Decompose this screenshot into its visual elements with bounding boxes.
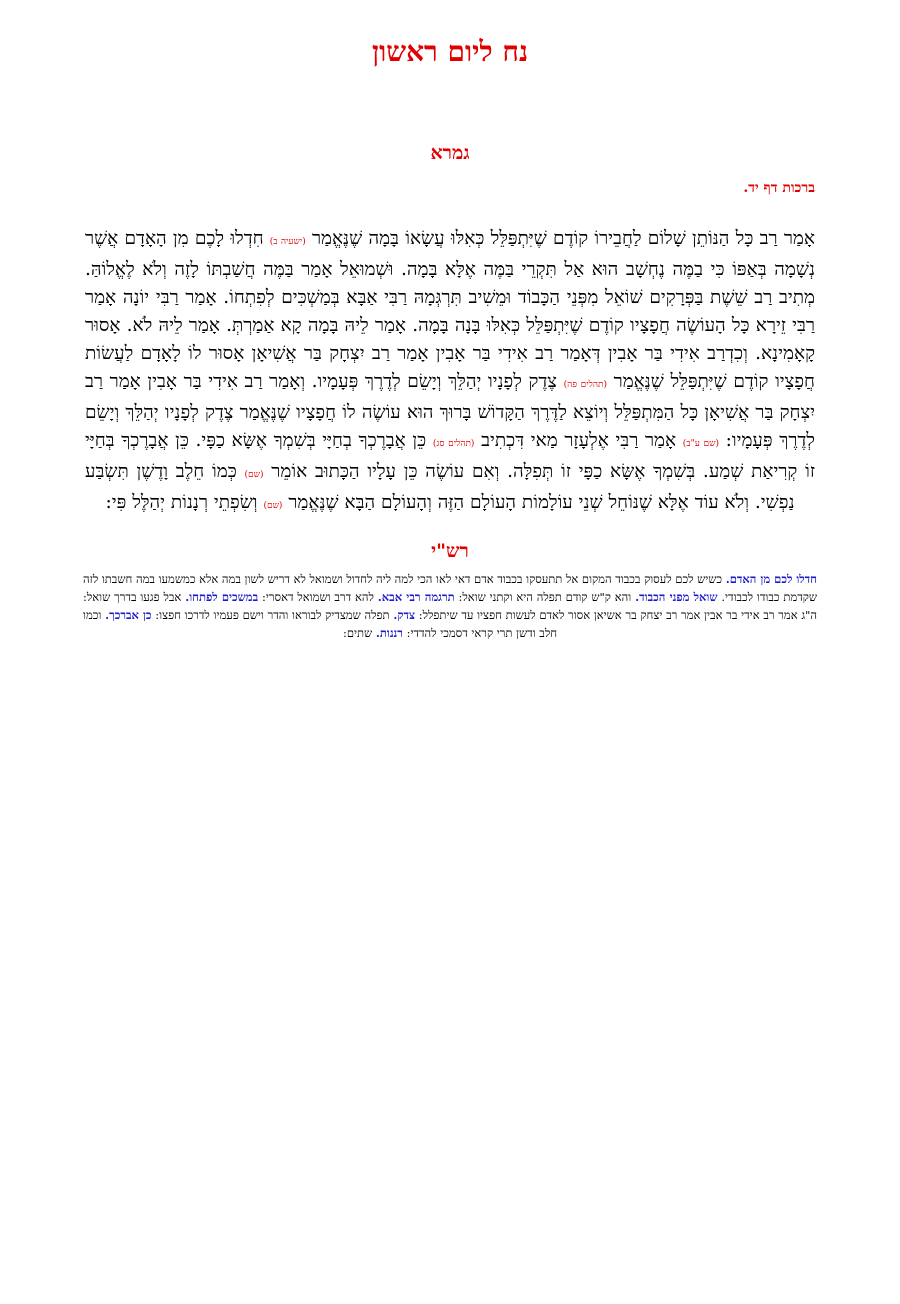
page bbox=[0, 32, 900, 642]
dibbur-hamatchil: כן אברכך. bbox=[105, 608, 152, 622]
verse-citation: (תהלים סג) bbox=[432, 439, 475, 449]
verse-citation: (שם) bbox=[244, 470, 264, 480]
dibbur-hamatchil: רננות. bbox=[375, 626, 403, 640]
page-title: נח ליום ראשון bbox=[371, 35, 529, 68]
rashi-heading: רש"י bbox=[431, 540, 469, 562]
gemara-heading: גמרא bbox=[430, 142, 470, 164]
source-reference: ברכות דף יד. bbox=[743, 180, 815, 196]
rashi-text: תפלה שמצדיק לבוראו והדר וישם פעמיו לדרכו חפצו: bbox=[155, 608, 390, 622]
gemara-segment: חִדְלוּ לָכֶם מִן הָאָדָם אֲשֶׁר נְשָׁמָה בְּאַפּוֹ כִּי בַמֶּה נֶחְשָׁב הוּא אַל תִּקְרֵי בַּמֶּה אֶלָּא בָּמָה. וּשְׁמוּאֵל אָמַר בַּמֶּה חֲשַׁבְתּוֹ לָזֶה וְלֹא לֶאֱלוֹהַּ. מְתִיב רַב שֵׁשֶׁת בַּפְּרָקִים שׁוֹאֵל מִפְּנֵי הַכָּבוֹד וּמֵשִׁיב תִּרְגְּמָהּ רַבִּי אַבָּא בְּמַשְׁכִּים לְפִתְחוֹ. אָמַר רַבִּי יוֹנָה אָמַר רַבִּי זֵירָא כָּל הָעוֹשֶׂה חֲפָצָיו קוֹדֶם שֶׁיִּתְפַּלֵּל כְּאִלּוּ בָּנָה בָּמָה. אָמַר לֵיהּ בָּמָה קָא אַמַרְתְּ. אָמַר לֵיהּ לֹא. אָסוּר קָאָמִינָא. וְכִדְרַב אִידִי בַּר אָבִין דְּאָמַר רַב אִידִי בַּר אָבִין אָמַר רַב יִצְחָק בַּר אֲשִׁיאָן אָסוּר לוֹ לָאָדָם לַעֲשׂוֹת חֲפָצָיו קוֹדֶם שֶׁיִּתְפַּלֵּל שֶׁנֶּאֱמַר bbox=[85, 228, 815, 392]
gemara-segment: צֶדֶק לְפָנָיו יְהַלֵּךְ וְיָשֵׂם לְדֶרֶךְ פְּעָמָיו. וְאָמַר רַב אִידִי בַּר אָבִין אָמַר רַב יִצְחָק בַּר אֲשִׁיאָן כָּל הַמִּתְפַּלֵּל וְיוֹצֵא לַדֶּרֶךְ הַקָּדוֹשׁ בָּרוּךְ הוּא עוֹשֶׂה לוֹ חֲפָצָיו שֶׁנֶּאֱמַר צֶדֶק לְפָנָיו יְהַלֵּךְ וְיָשֵׂם לְדֶרֶךְ פְּעָמָיו: bbox=[85, 371, 815, 451]
gemara-text bbox=[85, 225, 815, 520]
rashi-commentary bbox=[83, 570, 817, 642]
gemara-segment: כְּמוֹ חֵלֶב וָדֶשֶׁן תִּשְׂבַּע נַפְשִׁי. וְלֹא עוֹד אֶלָּא שֶׁנּוֹחֵל שְׁנֵי עוֹלָמוֹת הָעוֹלָם הַזֶּה וְהָעוֹלָם הַבָּא שֶׁנֶּאֱמַר bbox=[85, 461, 795, 513]
rashi-text: שתים: bbox=[342, 626, 373, 640]
verse-citation: (שם ע"ב) bbox=[682, 439, 719, 449]
rashi-text: אבל פגעו בדרך שואל: ה"ג אמר רב אידי בר אבין אמר רב יצחק בר אשיאן אסור לאדם לעשות חפציו עד שיתפלל: bbox=[83, 590, 818, 622]
verse-citation: (שם) bbox=[263, 501, 283, 511]
dibbur-hamatchil: שואל מפני הכבוד. bbox=[635, 590, 718, 604]
dibbur-hamatchil: צדק. bbox=[393, 608, 416, 622]
rashi-text: והא ק"ש קודם תפלה היא וקתני שואל: bbox=[458, 590, 632, 604]
dibbur-hamatchil: במשכים לפתחו. bbox=[185, 590, 259, 604]
dibbur-hamatchil: חדלו לכם מן האדם. bbox=[725, 572, 817, 586]
verse-citation: (תהלים פה) bbox=[563, 380, 607, 390]
gemara-segment: וְשִׂפְתֵי רְנָנוֹת יְהַלֶּל פִּי: bbox=[105, 492, 258, 513]
gemara-segment: אָמַר רַבִּי אֶלְעָזָר מַאי דִּכְתִיב bbox=[481, 430, 677, 451]
verse-citation: (ישעיה ב) bbox=[269, 237, 306, 247]
rashi-text: להא דרב ושמואל דאסרי: bbox=[262, 590, 374, 604]
rashi-text: וכמו חלב ודשן תרי קראי דסמכי להדדי: bbox=[83, 608, 558, 640]
gemara-segment: כֵּן אֲבָרֶכְךָ בְחַיָּי בְּשִׁמְךָ אֶשָּׂא כַפָּי. כֵּן אֲבָרֶכְךָ בְּחַיָּי זוֹ קְרִיאַת שְׁמַע. בְּשִׁמְךָ אֶשָּׂא כַפָּי זוֹ תְּפִלָּה. וְאִם עוֹשֶׂה כֵּן עָלָיו הַכָּתוּב אוֹמֵר bbox=[85, 430, 815, 482]
gemara-segment: אָמַר רַב כָּל הַנּוֹתֵן שָׁלוֹם לַחֲבֵירוֹ קוֹדֶם שֶׁיִּתְפַּלֵּל כְּאִלּוּ עֲשָׂאוֹ בָּמָה שֶׁנֶּאֱמַר bbox=[311, 228, 815, 249]
rashi-text: כשיש לכם לעסוק בכבוד המקום אל תתעסקו בכבוד אדם דאי לאו הכי למה ליה לחדול ושמואל לא דריש לשון במה אלא כמשמעו במה חשבתו לזה שקדמת כבודו לכבודי. bbox=[83, 572, 818, 604]
dibbur-hamatchil: תרגמה רבי אבא. bbox=[377, 590, 455, 604]
